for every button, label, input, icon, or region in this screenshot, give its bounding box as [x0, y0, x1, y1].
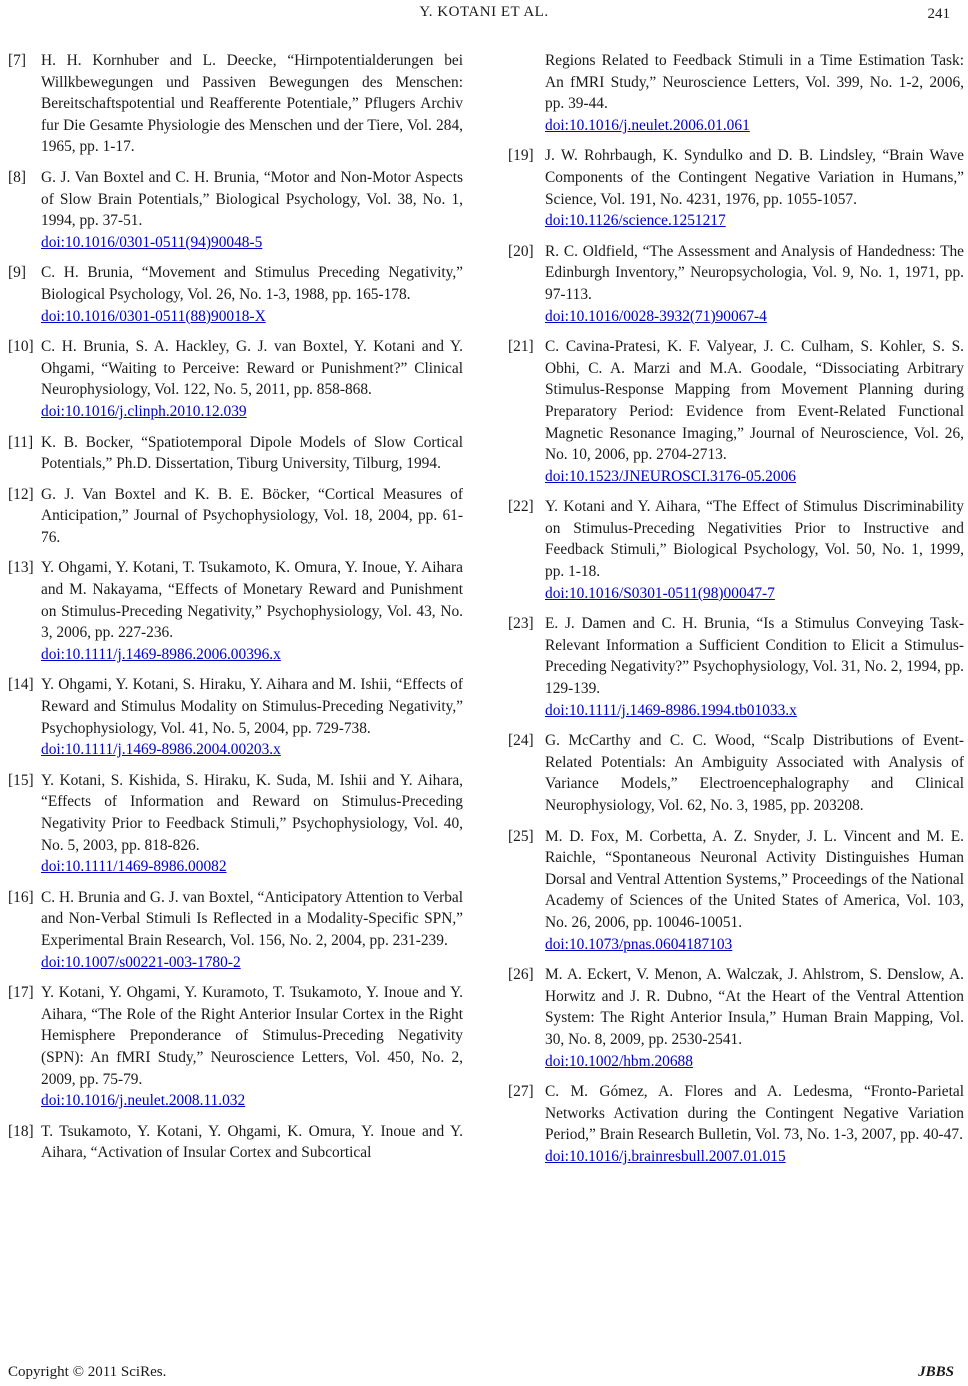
reference-number: [9]: [8, 264, 26, 282]
reference-item: [8, 887, 463, 973]
reference-text: T. Tsukamoto, Y. Kotani, Y. Ohgami, K. Omura, Y. Inoue and Y. Aihara, “Activation of Insular Cortex and Subcortical: [41, 1122, 463, 1162]
doi-link[interactable]: doi:10.1073/pnas.0604187103: [545, 935, 733, 953]
reference-text: Y. Kotani, Y. Ohgami, Y. Kuramoto, T. Tsukamoto, Y. Inoue and Y. Aihara, “The Role of the Right Anterior Insular Cortex in the Right Hemisphere Preponderance of Stimulus-Preceding Negativity (SPN): An fMRI Study,” Neuroscience Letters, Vol. 450, No. 2, 2009, pp. 75-79.: [41, 984, 463, 1088]
reference-item: [8, 432, 463, 475]
reference-item: [8, 557, 463, 665]
journal-abbreviation: JBBS: [918, 1364, 954, 1380]
reference-text: G. J. Van Boxtel and K. B. E. Böcker, “Cortical Measures of Anticipation,” Journal of Psychophysiology, Vol. 18, 2004, pp. 61-76.: [41, 485, 463, 546]
reference-item: [508, 336, 964, 487]
doi-link[interactable]: doi:10.1016/0301-0511(94)90048-5: [41, 233, 263, 251]
reference-item: [508, 613, 964, 721]
reference-text: H. H. Kornhuber and L. Deecke, “Hirnpotentialderungen bei Willkbewegungen und Passiven Bewegungen des Menschen: Bereitschaftspotential und Reafferente Potentiale,” Pflugers Archiv fur Die Gesamte Physiologie des Menschen und der Tiere, Vol. 284, 1965, pp. 1-17.: [41, 52, 463, 156]
reference-item: [8, 336, 463, 422]
reference-number: [25]: [508, 827, 534, 845]
reference-item: [8, 982, 463, 1112]
doi-link[interactable]: doi:10.1016/0301-0511(88)90018-X: [41, 307, 266, 325]
reference-number: [18]: [8, 1122, 34, 1140]
reference-item: [8, 484, 463, 549]
reference-text: J. W. Rohrbaugh, K. Syndulko and D. B. Lindsley, “Brain Wave Components of the Contingent Negative Variation in Humans,” Science, Vol. 191, No. 4231, 1976, pp. 1055-1057.: [545, 147, 964, 208]
reference-item: [508, 241, 964, 327]
doi-link[interactable]: doi:10.1016/j.neulet.2008.11.032: [41, 1092, 246, 1110]
doi-link[interactable]: doi:10.1111/j.1469-8986.1994.tb01033.x: [545, 701, 797, 719]
reference-item: [8, 674, 463, 760]
reference-text: Y. Kotani and Y. Aihara, “The Effect of Stimulus Discriminability on Stimulus-Preceding Negativities Prior to Instructive and Feedback Stimuli,” Biological Psychology, Vol. 50, No. 1, 1999, pp. 1-18.: [545, 498, 964, 581]
doi-link[interactable]: doi:10.1111/j.1469-8986.2006.00396.x: [41, 645, 281, 663]
reference-item: [8, 770, 463, 878]
reference-number: [27]: [508, 1083, 534, 1101]
doi-link[interactable]: doi:10.1523/JNEUROSCI.3176-05.2006: [545, 467, 796, 485]
doi-link[interactable]: doi:10.1016/j.clinph.2010.12.039: [41, 402, 247, 420]
reference-text: Y. Ohgami, Y. Kotani, S. Hiraku, Y. Aihara and M. Ishii, “Effects of Reward and Stimulus Modality on Stimulus-Preceding Negativity,” Psychophysiology, Vol. 41, No. 5, 2004, pp. 729-738.: [41, 676, 463, 737]
reference-text: Y. Kotani, S. Kishida, S. Hiraku, K. Suda, M. Ishii and Y. Aihara, “Effects of Information and Reward on Stimulus-Preceding Negativity Prior to Feedback Stimuli,” Psychophysiology, Vol. 40, No. 5, 2003, pp. 818-826.: [41, 771, 463, 854]
reference-number: [23]: [508, 615, 534, 633]
doi-link[interactable]: doi:10.1016/j.brainresbull.2007.01.015: [545, 1147, 786, 1165]
doi-link[interactable]: doi:10.1111/1469-8986.00082: [41, 858, 227, 876]
reference-text: M. A. Eckert, V. Menon, A. Walczak, J. Ahlstrom, S. Denslow, A. Horwitz and J. R. Dubno, “At the Heart of the Ventral Attention System: The Right Anterior Insula,” Human Brain Mapping, Vol. 30, No. 8, 2009, pp. 2530-2541.: [545, 966, 964, 1048]
reference-text: C. M. Gómez, A. Flores and A. Ledesma, “Fronto-Parietal Networks Activation during the Contingent Negative Variation Period,” Brain Research Bulletin, Vol. 73, No. 1-3, 2007, pp. 40-47.: [545, 1083, 964, 1144]
reference-item: [508, 964, 964, 1072]
reference-item: [508, 496, 964, 604]
doi-link[interactable]: doi:10.1016/S0301-0511(98)00047-7: [545, 584, 775, 602]
doi-link[interactable]: doi:10.1126/science.1251217: [545, 212, 726, 230]
page-number: 241: [927, 6, 950, 22]
reference-number: [7]: [8, 52, 26, 69]
reference-item: [508, 730, 964, 816]
reference-text: C. H. Brunia, “Movement and Stimulus Preceding Negativity,” Biological Psychology, Vol. 26, No. 1-3, 1988, pp. 165-178.: [41, 264, 463, 303]
doi-link[interactable]: doi:10.1007/s00221-003-1780-2: [41, 953, 241, 971]
reference-text: G. McCarthy and C. C. Wood, “Scalp Distributions of Event-Related Potentials: An Ambiguity Associated with Analysis of Variance Models,” Electroencephalography and Clinical Neurophysiology, Vol. 62, No. 3, 1985, pp. 203208.: [545, 732, 964, 814]
reference-number: [11]: [8, 433, 34, 451]
reference-text: E. J. Damen and C. H. Brunia, “Is a Stimulus Conveying Task-Relevant Information a Sufficient Condition to Elicit a Stimulus-Preceding Negativity?” Psychophysiology, Vol. 31, No. 2, 1994, pp. 129-139.: [545, 615, 964, 698]
reference-number: [17]: [8, 984, 34, 1002]
reference-number: [15]: [8, 771, 34, 789]
reference-text: C. H. Brunia, S. A. Hackley, G. J. van Boxtel, Y. Kotani and Y. Ohgami, “Waiting to Perceive: Reward or Punishment?” Clinical Neurophysiology, Vol. 122, No. 5, 2011, pp. 858-868.: [41, 338, 463, 399]
reference-number: [13]: [8, 559, 34, 577]
reference-number: [26]: [508, 966, 534, 984]
reference-item: [8, 50, 463, 158]
copyright-notice: Copyright © 2011 SciRes.: [8, 1364, 167, 1380]
reference-number: [22]: [508, 498, 534, 516]
page-header: [0, 4, 968, 28]
reference-text: Regions Related to Feedback Stimuli in a Time Estimation Task: An fMRI Study,” Neuroscience Letters, Vol. 399, No. 1-2, 2006, pp. 39-44.: [545, 52, 964, 113]
reference-item: [8, 1121, 463, 1164]
left-column: [8, 50, 463, 1173]
reference-number: [12]: [8, 485, 34, 503]
right-column: [508, 50, 964, 1177]
reference-number: [21]: [508, 338, 534, 356]
reference-item: [508, 826, 964, 956]
reference-continuation: [508, 50, 964, 136]
reference-item: [508, 1081, 964, 1167]
reference-number: [20]: [508, 242, 534, 260]
doi-link[interactable]: doi:10.1002/hbm.20688: [545, 1052, 693, 1070]
reference-number: [10]: [8, 338, 34, 356]
running-title: Y. KOTANI ET AL.: [419, 4, 549, 20]
reference-item: [508, 145, 964, 231]
reference-item: [8, 167, 463, 253]
reference-number: [24]: [508, 732, 534, 750]
reference-text: C. H. Brunia and G. J. van Boxtel, “Anticipatory Attention to Verbal and Non-Verbal Stimuli Is Reflected in a Modality-Specific SPN,” Experimental Brain Research, Vol. 156, No. 2, 2004, pp. 231-239.: [41, 888, 463, 949]
reference-number: [16]: [8, 888, 34, 906]
reference-text: M. D. Fox, M. Corbetta, A. Z. Snyder, J. L. Vincent and M. E. Raichle, “Spontaneous Neuronal Activity Distinguishes Human Dorsal and Ventral Attention Systems,” Proceedings of the National Academy of Sciences of the United States of America, Vol. 103, No. 26, 2006, pp. 10046-10051.: [545, 827, 964, 931]
reference-number: [8]: [8, 168, 26, 186]
reference-text: Y. Ohgami, Y. Kotani, T. Tsukamoto, K. Omura, Y. Inoue, Y. Aihara and M. Nakayama, “Effects of Monetary Reward and Punishment on Stimulus-Preceding Negativity,” Psychophysiology, Vol. 43, No. 3, 2006, pp. 227-236.: [41, 559, 463, 642]
reference-text: R. C. Oldfield, “The Assessment and Analysis of Handedness: The Edinburgh Inventory,” Neuropsychologia, Vol. 9, No. 1, 1971, pp. 97-113.: [545, 242, 964, 303]
doi-link[interactable]: doi:10.1016/j.neulet.2006.01.061: [545, 116, 750, 134]
doi-link[interactable]: doi:10.1111/j.1469-8986.2004.00203.x: [41, 741, 281, 759]
reference-number: [19]: [508, 147, 534, 165]
reference-text: K. B. Bocker, “Spatiotemporal Dipole Models of Slow Cortical Potentials,” Ph.D. Dissertation, Tiburg University, Tilburg, 1994.: [41, 433, 463, 473]
reference-number: [14]: [8, 676, 34, 694]
reference-text: C. Cavina-Pratesi, K. F. Valyear, J. C. Culham, S. Kohler, S. S. Obhi, C. A. Marzi and M.A. Goodale, “Dissociating Arbitrary Stimulus-Response Mapping from Movement Planning during Preparatory Period: Evidence from Event-Related Functional Magnetic Resonance Imaging,” Journal of Neuroscience, Vol. 26, No. 10, 2006, pp. 2704-2713.: [545, 338, 964, 464]
reference-item: [8, 262, 463, 327]
doi-link[interactable]: doi:10.1016/0028-3932(71)90067-4: [545, 307, 767, 325]
reference-text: G. J. Van Boxtel and C. H. Brunia, “Motor and Non-Motor Aspects of Slow Brain Potentials,” Biological Psychology, Vol. 38, No. 1, 1994, pp. 37-51.: [41, 168, 463, 230]
